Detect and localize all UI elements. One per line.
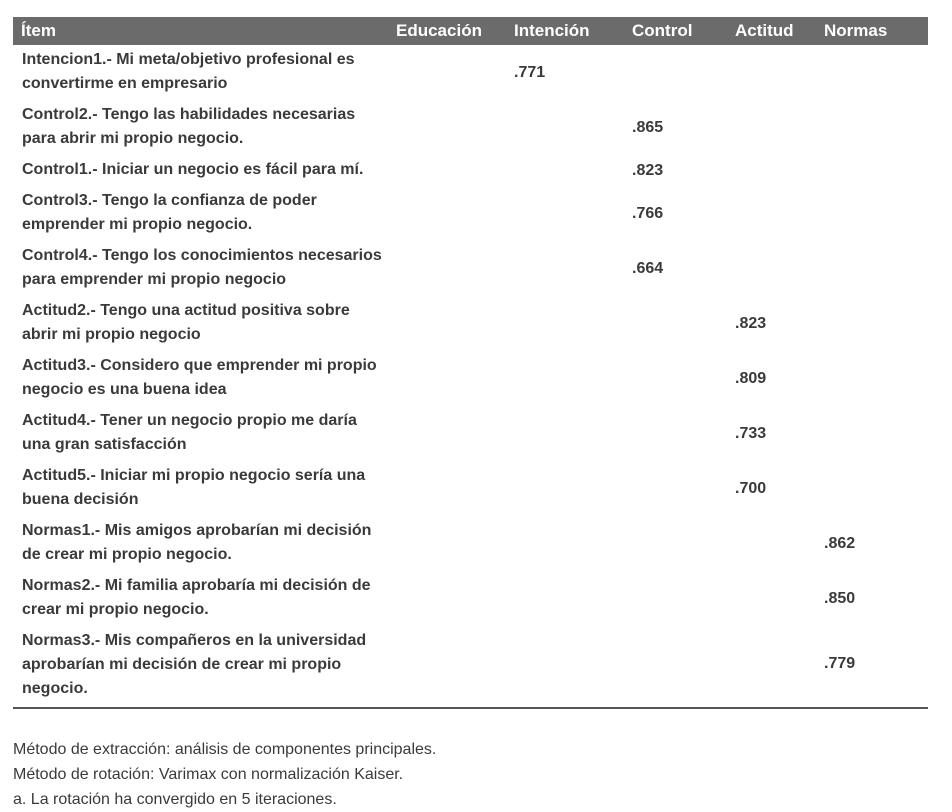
- cell-intencion: [514, 155, 632, 186]
- cell-actitud: [735, 571, 824, 626]
- note-rotation-convergence: a. La rotación ha convergido en 5 iteraciones.: [13, 791, 337, 808]
- cell-educacion: [396, 516, 514, 571]
- cell-intencion: [514, 406, 632, 461]
- cell-actitud: .700: [735, 479, 767, 497]
- row-item-label: Actitud2.- Tengo una actitud positiva sobre abrir mi propio negocio: [22, 302, 350, 343]
- cell-normas: [824, 100, 928, 155]
- row-item-label: Actitud4.- Tener un negocio propio me daría una gran satisfacción: [22, 412, 357, 453]
- note-rotation-method: Método de rotación: Varimax con normalización Kaiser.: [13, 766, 404, 783]
- cell-actitud: [735, 626, 824, 708]
- row-item-label: Control4.- Tengo los conocimientos necesarios para emprender mi propio negocio: [22, 247, 382, 288]
- table-row: [13, 461, 928, 516]
- cell-actitud: [735, 155, 824, 186]
- cell-normas: .850: [824, 589, 856, 607]
- cell-intencion: [514, 186, 632, 241]
- cell-intencion: [514, 351, 632, 406]
- cell-educacion: [396, 626, 514, 708]
- table-row: [13, 186, 928, 241]
- cell-normas: [824, 45, 928, 100]
- factor-loadings-table: [13, 17, 928, 709]
- header-educacion: Educación: [396, 21, 482, 40]
- cell-educacion: [396, 571, 514, 626]
- cell-intencion: [514, 571, 632, 626]
- cell-intencion: .771: [514, 63, 546, 81]
- row-item-label: Actitud5.- Iniciar mi propio negocio sería una buena decisión: [22, 467, 366, 508]
- cell-educacion: [396, 406, 514, 461]
- cell-educacion: [396, 186, 514, 241]
- cell-control: [632, 516, 735, 571]
- table-row: [13, 516, 928, 571]
- cell-actitud: [735, 45, 824, 100]
- cell-educacion: [396, 241, 514, 296]
- table-notes: [13, 737, 436, 812]
- header-item: Ítem: [21, 21, 56, 40]
- cell-actitud: .733: [735, 424, 767, 442]
- cell-control: .766: [632, 204, 664, 222]
- cell-normas: [824, 186, 928, 241]
- header-intencion: Intención: [514, 21, 590, 40]
- cell-educacion: [396, 461, 514, 516]
- row-item-label: Normas1.- Mis amigos aprobarían mi decisión de crear mi propio negocio.: [22, 522, 372, 563]
- cell-actitud: [735, 100, 824, 155]
- cell-control: [632, 45, 735, 100]
- table-row: [13, 100, 928, 155]
- cell-control: [632, 296, 735, 351]
- header-control: Control: [632, 21, 693, 40]
- cell-intencion: [514, 461, 632, 516]
- cell-normas: [824, 351, 928, 406]
- cell-educacion: [396, 45, 514, 100]
- table-row: [13, 571, 928, 626]
- cell-educacion: [396, 100, 514, 155]
- cell-educacion: [396, 351, 514, 406]
- cell-actitud: .823: [735, 314, 767, 332]
- cell-intencion: [514, 626, 632, 708]
- cell-normas: .862: [824, 534, 856, 552]
- cell-intencion: [514, 241, 632, 296]
- cell-educacion: [396, 155, 514, 186]
- factor-loadings-table-container: [13, 17, 928, 709]
- table-header-row: [13, 17, 928, 45]
- cell-control: [632, 571, 735, 626]
- cell-actitud: .809: [735, 369, 767, 387]
- row-item-label: Intencion1.- Mi meta/objetivo profesional es convertirme en empresario: [22, 51, 355, 92]
- cell-control: .664: [632, 259, 664, 277]
- table-row: [13, 45, 928, 100]
- header-actitud: Actitud: [735, 21, 794, 40]
- cell-normas: [824, 406, 928, 461]
- cell-control: .823: [632, 161, 664, 179]
- cell-control: [632, 461, 735, 516]
- cell-control: [632, 626, 735, 708]
- row-item-label: Normas3.- Mis compañeros en la universidad aprobarían mi decisión de crear mi propio negocio.: [13, 626, 396, 708]
- row-item-label: Control1.- Iniciar un negocio es fácil para mí.: [22, 161, 364, 178]
- table-row: [13, 626, 928, 708]
- table-row: [13, 351, 928, 406]
- cell-normas: [824, 241, 928, 296]
- cell-normas: [824, 155, 928, 186]
- cell-actitud: [735, 241, 824, 296]
- cell-intencion: [514, 516, 632, 571]
- table-row: [13, 406, 928, 461]
- header-normas: Normas: [824, 21, 888, 40]
- cell-actitud: [735, 516, 824, 571]
- row-item-label: Actitud3.- Considero que emprender mi propio negocio es una buena idea: [22, 357, 377, 398]
- cell-normas: .779: [824, 626, 928, 708]
- table-row: [13, 155, 928, 186]
- cell-intencion: [514, 100, 632, 155]
- cell-educacion: [396, 296, 514, 351]
- table-row: [13, 296, 928, 351]
- cell-control: [632, 406, 735, 461]
- cell-intencion: [514, 296, 632, 351]
- table-row: [13, 241, 928, 296]
- row-item-label: Control3.- Tengo la confianza de poder emprender mi propio negocio.: [22, 192, 317, 233]
- note-extraction-method: Método de extracción: análisis de componentes principales.: [13, 741, 437, 758]
- cell-actitud: [735, 186, 824, 241]
- cell-control: .865: [632, 118, 664, 136]
- cell-normas: [824, 296, 928, 351]
- cell-normas: [824, 461, 928, 516]
- row-item-label: Control2.- Tengo las habilidades necesarias para abrir mi propio negocio.: [22, 106, 356, 147]
- row-item-label: Normas2.- Mi familia aprobaría mi decisión de crear mi propio negocio.: [22, 577, 371, 618]
- cell-control: [632, 351, 735, 406]
